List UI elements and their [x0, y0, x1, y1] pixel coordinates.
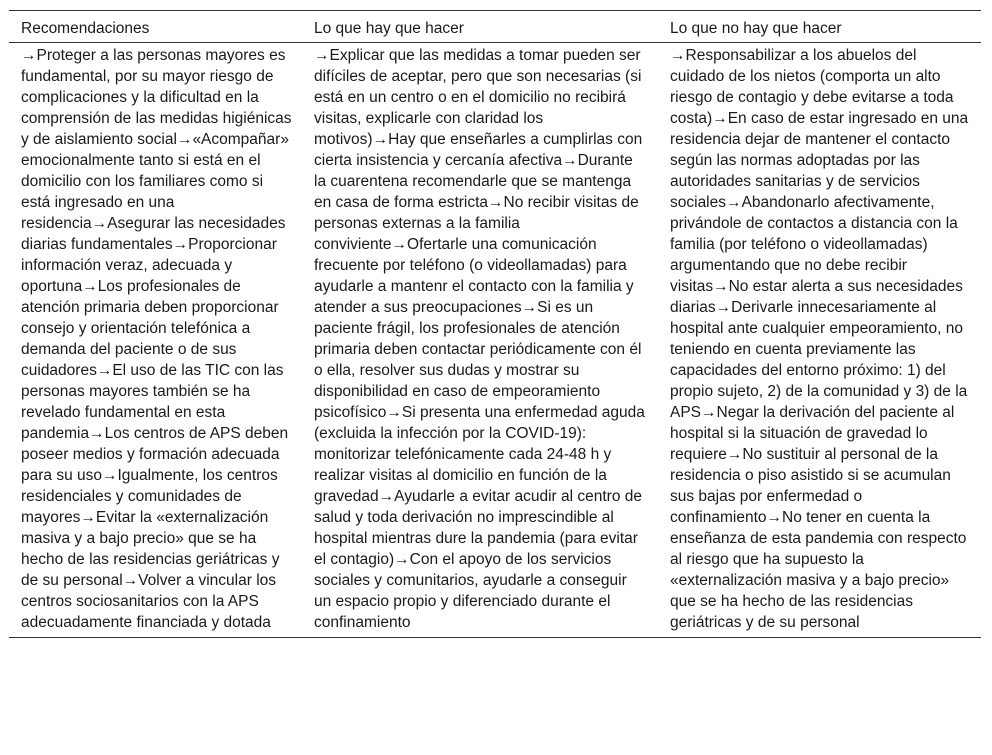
cell-recommendations: →Proteger a las personas mayores es fundamental, por su mayor riesgo de complicaciones y la dificultad en la comprensión de las medidas higiénicas y de aislamiento social→«Acompañar» emocionalmente tanto si está en el domicilio con los familiares como si está ingresado en una residencia→Asegurar las necesidades diarias fundamentales→Proporcionar información veraz, adecuada y oportuna→Los profesionales de atención primaria deben proporcionar consejo y orientación telefónica a demanda del paciente o de sus cuidadores→El uso de las TIC con las personas mayores también se ha revelado fundamental en esta pandemia→Los centros de APS deben poseer medios y formación adecuada para su uso→Igualmente, los centros residenciales y comunidades de mayores→Evitar la «externalización masiva y a bajo precio» que se ha hecho de las residencias geriátricas y de su personal→Volver a vincular los centros sociosanitarios con la APS adecuadamente financiada y dotada: [21, 47, 292, 631]
table-body: [9, 43, 981, 638]
cell-not-to-do: →Responsabilizar a los abuelos del cuidado de los nietos (comporta un alto riesgo de contagio y debe evitarse a toda costa)→En caso de estar ingresado en una residencia dejar de mantener el contacto según las normas adoptadas por las autoridades sanitarias y de servicios sociales→Abandonarlo afectivamente, privándole de contactos a distancia con la familia (por teléfono o videollamadas) argumentando que no debe recibir visitas→No estar alerta a sus necesidades diarias→Derivarle innecesariamente al hospital ante cualquier empeoramiento, no teniendo en cuenta previamente las capacidades del entorno próximo: 1) del propio sujeto, 2) de la comunidad y 3) de la APS→Negar la derivación del paciente al hospital si la situación de gravedad lo requiere→No sustituir al personal de la residencia o piso asistido si se acumulan sus bajas por enfermedad o confinamiento→No tener en cuenta la enseñanza de esta pandemia con respecto al riesgo que ha supuesto la «externalización masiva y a bajo precio» que se ha hecho de las residencias geriátricas y de su personal: [670, 47, 969, 631]
header-recommendations: Recomendaciones: [21, 20, 150, 37]
header-to-do: Lo que hay que hacer: [314, 20, 464, 37]
cell-to-do: →Explicar que las medidas a tomar pueden ser difíciles de aceptar, pero que son necesarias (si está en un centro o en el domicilio no recibirá visitas, explicarle con claridad los motivos)→Hay que enseñarles a cumplirlas con cierta insistencia y cercanía afectiva→Durante la cuarentena recomendarle que se mantenga en casa de forma estricta→No recibir visitas de personas externas a la familia conviviente→Ofertarle una comunicación frecuente por teléfono (o videollamadas) para ayudarle a mantenr el contacto con la familia y atender a sus preocupaciones→Si es un paciente frágil, los profesionales de atención primaria deben contactar periódicamente con él o ella, resolver sus dudas y mostrar su disponibilidad en caso de empeoramiento psicofísico→Si presenta una enfermedad aguda (excluida la infección por la COVID-19): monitorizar telefónicamente cada 24-48 h y realizar visitas al domicilio en función de la gravedad→Ayudarle a evitar acudir al centro de salud y toda derivación no imprescindible al hospital mientras dure la pandemia (para evitar el contagio)→Con el apoyo de los servicios sociales y comunitarios, ayudarle a conseguir un espacio propio y diferenciado durante el confinamiento: [314, 47, 645, 631]
header-row: [9, 11, 981, 43]
table-header: [9, 11, 981, 43]
recommendations-table: [9, 10, 981, 638]
table-row: [9, 43, 981, 638]
header-not-to-do: Lo que no hay que hacer: [670, 20, 842, 37]
